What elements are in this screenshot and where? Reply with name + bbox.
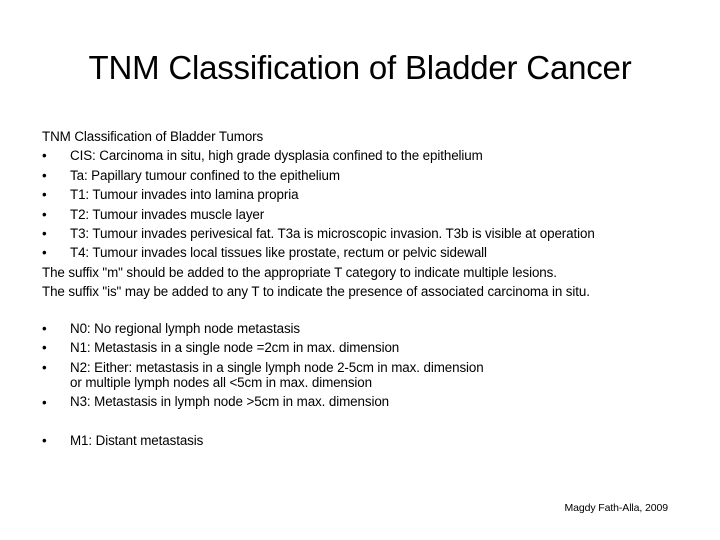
bullet-icon: • — [42, 340, 47, 356]
list-item — [42, 146, 682, 165]
bullet-icon: • — [42, 226, 47, 242]
list-item — [42, 319, 682, 338]
m-classification-section — [42, 431, 682, 450]
list-item-text: T2: Tumour invades muscle layer — [70, 206, 265, 222]
author-credit: Magdy Fath-Alla, 2009 — [564, 502, 668, 514]
list-item-text: CIS: Carcinoma in situ, high grade dysplasia confined to the epithelium — [70, 148, 483, 164]
bullet-icon: • — [42, 245, 47, 261]
bullet-icon: • — [42, 206, 47, 222]
list-item-text: N0: No regional lymph node metastasis — [70, 320, 301, 336]
list-item — [42, 166, 682, 185]
t-classification-section — [42, 127, 682, 302]
n-classification-section — [42, 319, 682, 412]
list-item-text: T4: Tumour invades local tissues like prostate, rectum or pelvic sidewall — [70, 245, 487, 261]
slide-title: TNM Classification of Bladder Cancer — [88, 49, 632, 86]
bullet-icon: • — [42, 359, 47, 375]
list-item-text: Ta: Papillary tumour confined to the epithelium — [70, 167, 340, 183]
list-item — [42, 393, 682, 412]
list-item — [42, 185, 682, 204]
section-heading: TNM Classification of Bladder Tumors — [42, 129, 264, 144]
list-item — [42, 205, 682, 224]
suffix-note-is: The suffix "is" may be added to any T to indicate the presence of associated carcinoma in situ. — [42, 284, 590, 300]
bullet-icon: • — [42, 433, 47, 448]
list-item — [42, 431, 682, 450]
suffix-note-m: The suffix "m" should be added to the appropriate T category to indicate multiple lesions. — [42, 264, 557, 280]
list-item-text: M1: Distant metastasis — [70, 433, 204, 448]
list-item — [42, 338, 682, 357]
bullet-icon: • — [42, 321, 47, 336]
list-item-text: T3: Tumour invades perivesical fat. T3a is microscopic invasion. T3b is visible at operation — [70, 226, 595, 242]
list-item-text: T1: Tumour invades into lamina propria — [70, 187, 299, 203]
list-item-text: N2: Either: metastasis in a single lymph node 2-5cm in max. dimension or multiple lymph nodes all <5cm in max. dimension — [70, 359, 484, 390]
bullet-icon: • — [42, 148, 47, 164]
list-item — [42, 243, 682, 262]
list-item — [42, 358, 682, 391]
list-item — [42, 224, 682, 243]
bullet-icon: • — [42, 187, 47, 203]
bullet-icon: • — [42, 394, 47, 410]
bullet-icon: • — [42, 167, 47, 183]
list-item-text: N1: Metastasis in a single node =2cm in max. dimension — [70, 340, 400, 356]
list-item-text: N3: Metastasis in lymph node >5cm in max. dimension — [70, 394, 390, 410]
